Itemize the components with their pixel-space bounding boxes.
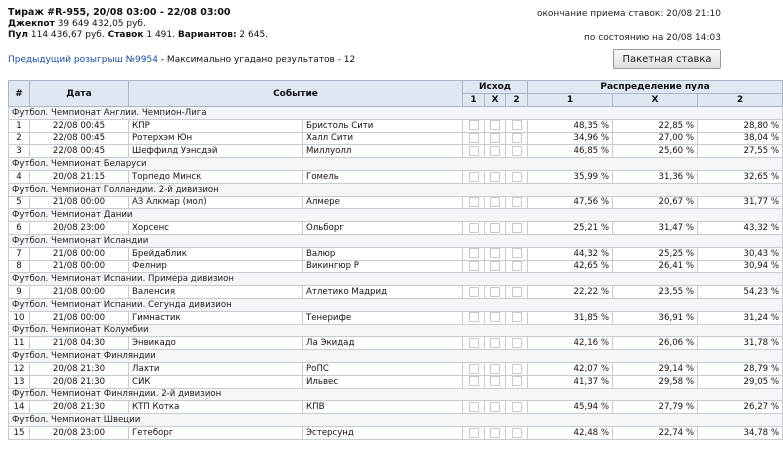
match-date: 22/08 00:45 [30, 119, 129, 132]
away-team: Алмере [303, 196, 463, 209]
match-row [9, 145, 783, 158]
match-row [9, 401, 783, 414]
outcome-checkbox-1[interactable] [469, 197, 479, 207]
match-number: 7 [9, 247, 30, 260]
pool-share-2: 30,94 % [698, 260, 783, 273]
match-number: 15 [9, 426, 30, 439]
outcome-checkbox-1[interactable] [469, 364, 479, 374]
pool-share-1: 41,37 % [528, 375, 613, 388]
league-group-row [9, 107, 783, 120]
away-team: Ла Экидад [303, 337, 463, 350]
match-row [9, 426, 783, 439]
match-number: 3 [9, 145, 30, 158]
away-team: Тенерифе [303, 311, 463, 324]
col-num: # [9, 81, 30, 107]
pool-share-x: 23,55 % [613, 286, 698, 299]
away-team: КПВ [303, 401, 463, 414]
home-team: КТП Котка [129, 401, 303, 414]
pool-share-2: 27,55 % [698, 145, 783, 158]
outcome-checkbox-x[interactable] [490, 312, 500, 322]
match-date: 21/08 00:00 [30, 260, 129, 273]
variants-value: 2 645. [239, 30, 269, 40]
outcome-checkbox-1[interactable] [469, 312, 479, 322]
match-date: 22/08 00:45 [30, 132, 129, 145]
pool-share-x: 25,60 % [613, 145, 698, 158]
pool-share-x: 26,06 % [613, 337, 698, 350]
home-team: КПР [129, 119, 303, 132]
outcome-checkbox-1[interactable] [469, 428, 479, 438]
outcome-cell-2 [506, 426, 528, 439]
outcome-checkbox-x[interactable] [490, 376, 500, 386]
pool-share-2: 31,78 % [698, 337, 783, 350]
outcome-checkbox-2[interactable] [512, 376, 522, 386]
league-name: Футбол. Чемпионат Англии. Чемпион-Лига [9, 107, 783, 120]
status-time: по состоянию на 20/08 14:03 [584, 33, 721, 43]
match-number: 6 [9, 222, 30, 235]
outcome-cell-1 [463, 145, 485, 158]
pool-share-x: 31,47 % [613, 222, 698, 235]
outcome-checkbox-x[interactable] [490, 223, 500, 233]
batch-bet-button[interactable]: Пакетная ставка [613, 49, 721, 69]
outcome-cell-2 [506, 170, 528, 183]
outcome-cell-1 [463, 196, 485, 209]
outcome-cell-2 [506, 375, 528, 388]
outcome-cell-x [485, 401, 506, 414]
draw-title: Тираж #R-955, 20/08 03:00 - 22/08 03:00 [8, 7, 231, 18]
league-name: Футбол. Чемпионат Дании [9, 209, 783, 222]
outcome-cell-1 [463, 375, 485, 388]
bets-label: Ставок [107, 30, 144, 40]
outcome-checkbox-2[interactable] [512, 197, 522, 207]
league-group-row [9, 234, 783, 247]
league-name: Футбол. Чемпионат Голландии. 2-й дивизион [9, 183, 783, 196]
draw-table [8, 80, 783, 440]
league-name: Футбол. Чемпионат Финляндии. 2-й дивизион [9, 388, 783, 401]
outcome-cell-1 [463, 260, 485, 273]
jackpot-value: 39 649 432,05 руб. [57, 18, 146, 29]
pool-share-1: 42,65 % [528, 260, 613, 273]
away-team: Викингюр Р [303, 260, 463, 273]
pool-share-x: 22,74 % [613, 426, 698, 439]
outcome-checkbox-2[interactable] [512, 120, 522, 130]
outcome-checkbox-2[interactable] [512, 428, 522, 438]
home-team: Шеффилд Уэнсдэй [129, 145, 303, 158]
match-row [9, 222, 783, 235]
pool-share-1: 42,07 % [528, 362, 613, 375]
pool-share-1: 22,22 % [528, 286, 613, 299]
col-outcome-2: 2 [506, 94, 528, 107]
match-number: 11 [9, 337, 30, 350]
league-name: Футбол. Чемпионат Швеции [9, 414, 783, 427]
pool-share-1: 46,85 % [528, 145, 613, 158]
pool-value: 114 436,67 руб. [30, 30, 105, 40]
outcome-checkbox-x[interactable] [490, 402, 500, 412]
outcome-cell-2 [506, 260, 528, 273]
pool-share-x: 29,58 % [613, 375, 698, 388]
outcome-cell-x [485, 375, 506, 388]
pool-share-x: 31,36 % [613, 170, 698, 183]
previous-draw-text: - Максимально угадано результатов - 12 [157, 55, 356, 65]
outcome-cell-2 [506, 222, 528, 235]
match-row [9, 337, 783, 350]
outcome-checkbox-2[interactable] [512, 312, 522, 322]
col-dist-x: X [613, 94, 698, 107]
outcome-cell-2 [506, 196, 528, 209]
outcome-checkbox-x[interactable] [490, 120, 500, 130]
away-team: Эстерсунд [303, 426, 463, 439]
outcome-checkbox-2[interactable] [512, 146, 522, 156]
outcome-checkbox-x[interactable] [490, 428, 500, 438]
match-row [9, 311, 783, 324]
match-row [9, 260, 783, 273]
pool-share-x: 22,85 % [613, 119, 698, 132]
outcome-cell-1 [463, 401, 485, 414]
jackpot-line [8, 19, 268, 31]
outcome-cell-1 [463, 337, 485, 350]
league-group-row [9, 388, 783, 401]
league-name: Футбол. Чемпионат Колумбии [9, 324, 783, 337]
league-group-row [9, 273, 783, 286]
home-team: Гимнастик [129, 311, 303, 324]
match-row [9, 119, 783, 132]
league-group-row [9, 209, 783, 222]
pool-share-x: 26,41 % [613, 260, 698, 273]
match-number: 1 [9, 119, 30, 132]
outcome-cell-1 [463, 170, 485, 183]
pool-share-1: 42,16 % [528, 337, 613, 350]
col-distribution: Распределение пула [528, 81, 783, 94]
league-group-row [9, 324, 783, 337]
outcome-cell-x [485, 145, 506, 158]
outcome-checkbox-x[interactable] [490, 338, 500, 348]
pool-share-2: 31,24 % [698, 311, 783, 324]
pool-share-2: 28,80 % [698, 119, 783, 132]
pool-share-2: 34,78 % [698, 426, 783, 439]
outcome-checkbox-2[interactable] [512, 248, 522, 258]
match-number: 10 [9, 311, 30, 324]
away-team: Атлетико Мадрид [303, 286, 463, 299]
outcome-cell-2 [506, 286, 528, 299]
outcome-cell-2 [506, 337, 528, 350]
league-group-row [9, 414, 783, 427]
league-group-row [9, 350, 783, 363]
match-row [9, 375, 783, 388]
outcome-cell-x [485, 362, 506, 375]
home-team: Хорсенс [129, 222, 303, 235]
home-team: Гетеборг [129, 426, 303, 439]
match-date: 21/08 00:00 [30, 311, 129, 324]
match-date: 20/08 23:00 [30, 426, 129, 439]
home-team: Торпедо Минск [129, 170, 303, 183]
away-team: Халл Сити [303, 132, 463, 145]
col-date: Дата [30, 81, 129, 107]
match-number: 8 [9, 260, 30, 273]
home-team: Энвикадо [129, 337, 303, 350]
match-date: 20/08 21:30 [30, 362, 129, 375]
pool-share-x: 27,00 % [613, 132, 698, 145]
league-group-row [9, 183, 783, 196]
bets-value: 1 491. [146, 30, 175, 40]
league-name: Футбол. Чемпионат Испании. Примера дивизион [9, 273, 783, 286]
col-dist-2: 2 [698, 94, 783, 107]
outcome-cell-1 [463, 222, 485, 235]
home-team: Брейдаблик [129, 247, 303, 260]
away-team: Ольборг [303, 222, 463, 235]
league-name: Футбол. Чемпионат Беларуси [9, 158, 783, 171]
match-number: 12 [9, 362, 30, 375]
outcome-cell-2 [506, 311, 528, 324]
outcome-cell-2 [506, 401, 528, 414]
home-team: Фелнир [129, 260, 303, 273]
previous-draw-link[interactable]: Предыдущий розыгрыш №9954 [8, 55, 158, 65]
col-outcome-1: 1 [463, 94, 485, 107]
pool-share-x: 20,67 % [613, 196, 698, 209]
outcome-cell-x [485, 337, 506, 350]
match-row [9, 170, 783, 183]
col-outcome: Исход [463, 81, 528, 94]
outcome-checkbox-x[interactable] [490, 248, 500, 258]
home-team: АЗ Алкмар (мол) [129, 196, 303, 209]
pool-share-2: 32,65 % [698, 170, 783, 183]
table-body [9, 107, 783, 440]
match-date: 20/08 23:00 [30, 222, 129, 235]
home-team: Ротерхэм Юн [129, 132, 303, 145]
previous-draw [8, 55, 355, 65]
outcome-checkbox-1[interactable] [469, 146, 479, 156]
match-date: 21/08 00:00 [30, 247, 129, 260]
outcome-cell-x [485, 260, 506, 273]
table-header [9, 81, 783, 107]
pool-share-1: 42,48 % [528, 426, 613, 439]
away-team: Валюр [303, 247, 463, 260]
outcome-checkbox-1[interactable] [469, 120, 479, 130]
outcome-cell-1 [463, 362, 485, 375]
league-group-row [9, 298, 783, 311]
outcome-cell-x [485, 132, 506, 145]
col-outcome-x: X [485, 94, 506, 107]
outcome-cell-x [485, 222, 506, 235]
outcome-checkbox-2[interactable] [512, 261, 522, 271]
pool-share-1: 45,94 % [528, 401, 613, 414]
jackpot-label: Джекпот [8, 18, 55, 29]
away-team: Бристоль Сити [303, 119, 463, 132]
pool-share-2: 28,79 % [698, 362, 783, 375]
outcome-checkbox-1[interactable] [469, 223, 479, 233]
pool-share-2: 29,05 % [698, 375, 783, 388]
outcome-checkbox-x[interactable] [490, 197, 500, 207]
outcome-checkbox-2[interactable] [512, 133, 522, 143]
match-date: 20/08 21:30 [30, 375, 129, 388]
outcome-checkbox-1[interactable] [469, 402, 479, 412]
outcome-cell-1 [463, 119, 485, 132]
pool-share-2: 26,27 % [698, 401, 783, 414]
outcome-cell-1 [463, 132, 485, 145]
pool-share-2: 43,32 % [698, 222, 783, 235]
match-number: 9 [9, 286, 30, 299]
away-team: Гомель [303, 170, 463, 183]
home-team: Лахти [129, 362, 303, 375]
pool-share-x: 25,25 % [613, 247, 698, 260]
pool-share-1: 47,56 % [528, 196, 613, 209]
outcome-cell-2 [506, 247, 528, 260]
pool-share-x: 27,79 % [613, 401, 698, 414]
outcome-cell-1 [463, 311, 485, 324]
outcome-cell-x [485, 170, 506, 183]
outcome-checkbox-1[interactable] [469, 261, 479, 271]
pool-share-2: 30,43 % [698, 247, 783, 260]
closing-time: окончание приема ставок: 20/08 21:10 [536, 9, 721, 19]
pool-share-2: 54,23 % [698, 286, 783, 299]
match-date: 21/08 04:30 [30, 337, 129, 350]
col-dist-1: 1 [528, 94, 613, 107]
draw-info [8, 7, 268, 42]
match-date: 21/08 00:00 [30, 286, 129, 299]
match-row [9, 286, 783, 299]
match-number: 4 [9, 170, 30, 183]
away-team: Миллуолл [303, 145, 463, 158]
outcome-checkbox-1[interactable] [469, 338, 479, 348]
outcome-cell-2 [506, 362, 528, 375]
outcome-checkbox-1[interactable] [469, 287, 479, 297]
outcome-checkbox-x[interactable] [490, 146, 500, 156]
outcome-checkbox-2[interactable] [512, 223, 522, 233]
variants-label: Вариантов: [177, 30, 237, 40]
match-date: 22/08 00:45 [30, 145, 129, 158]
outcome-checkbox-2[interactable] [512, 402, 522, 412]
outcome-cell-2 [506, 132, 528, 145]
league-name: Футбол. Чемпионат Исландии [9, 234, 783, 247]
pool-share-2: 31,77 % [698, 196, 783, 209]
home-team: Валенсия [129, 286, 303, 299]
match-date: 20/08 21:15 [30, 170, 129, 183]
outcome-checkbox-2[interactable] [512, 338, 522, 348]
match-number: 5 [9, 196, 30, 209]
match-number: 2 [9, 132, 30, 145]
outcome-checkbox-2[interactable] [512, 364, 522, 374]
outcome-checkbox-1[interactable] [469, 376, 479, 386]
outcome-checkbox-x[interactable] [490, 133, 500, 143]
outcome-checkbox-1[interactable] [469, 133, 479, 143]
outcome-cell-x [485, 426, 506, 439]
pool-share-1: 31,85 % [528, 311, 613, 324]
match-date: 20/08 21:30 [30, 401, 129, 414]
pool-share-1: 35,99 % [528, 170, 613, 183]
outcome-cell-2 [506, 145, 528, 158]
pool-share-1: 34,96 % [528, 132, 613, 145]
league-name: Футбол. Чемпионат Испании. Сегунда дивизион [9, 298, 783, 311]
outcome-checkbox-1[interactable] [469, 172, 479, 182]
league-group-row [9, 158, 783, 171]
outcome-checkbox-x[interactable] [490, 261, 500, 271]
pool-share-x: 36,91 % [613, 311, 698, 324]
league-name: Футбол. Чемпионат Финляндии [9, 350, 783, 363]
pool-share-1: 44,32 % [528, 247, 613, 260]
match-row [9, 247, 783, 260]
col-event: Событие [129, 81, 463, 107]
pool-label: Пул [8, 30, 28, 40]
outcome-cell-x [485, 286, 506, 299]
outcome-cell-x [485, 119, 506, 132]
match-row [9, 132, 783, 145]
outcome-cell-1 [463, 247, 485, 260]
outcome-checkbox-1[interactable] [469, 248, 479, 258]
outcome-checkbox-x[interactable] [490, 287, 500, 297]
pool-line [8, 30, 268, 42]
match-number: 14 [9, 401, 30, 414]
away-team: Ильвес [303, 375, 463, 388]
outcome-cell-1 [463, 286, 485, 299]
pool-share-2: 38,04 % [698, 132, 783, 145]
outcome-cell-x [485, 247, 506, 260]
outcome-checkbox-2[interactable] [512, 172, 522, 182]
pool-share-x: 29,14 % [613, 362, 698, 375]
away-team: РоПС [303, 362, 463, 375]
home-team: СИК [129, 375, 303, 388]
pool-share-1: 25,21 % [528, 222, 613, 235]
outcome-cell-2 [506, 119, 528, 132]
outcome-cell-x [485, 196, 506, 209]
outcome-cell-x [485, 311, 506, 324]
outcome-cell-1 [463, 426, 485, 439]
match-row [9, 362, 783, 375]
outcome-checkbox-x[interactable] [490, 172, 500, 182]
match-number: 13 [9, 375, 30, 388]
pool-share-1: 48,35 % [528, 119, 613, 132]
match-row [9, 196, 783, 209]
outcome-checkbox-x[interactable] [490, 364, 500, 374]
outcome-checkbox-2[interactable] [512, 287, 522, 297]
match-date: 21/08 00:00 [30, 196, 129, 209]
